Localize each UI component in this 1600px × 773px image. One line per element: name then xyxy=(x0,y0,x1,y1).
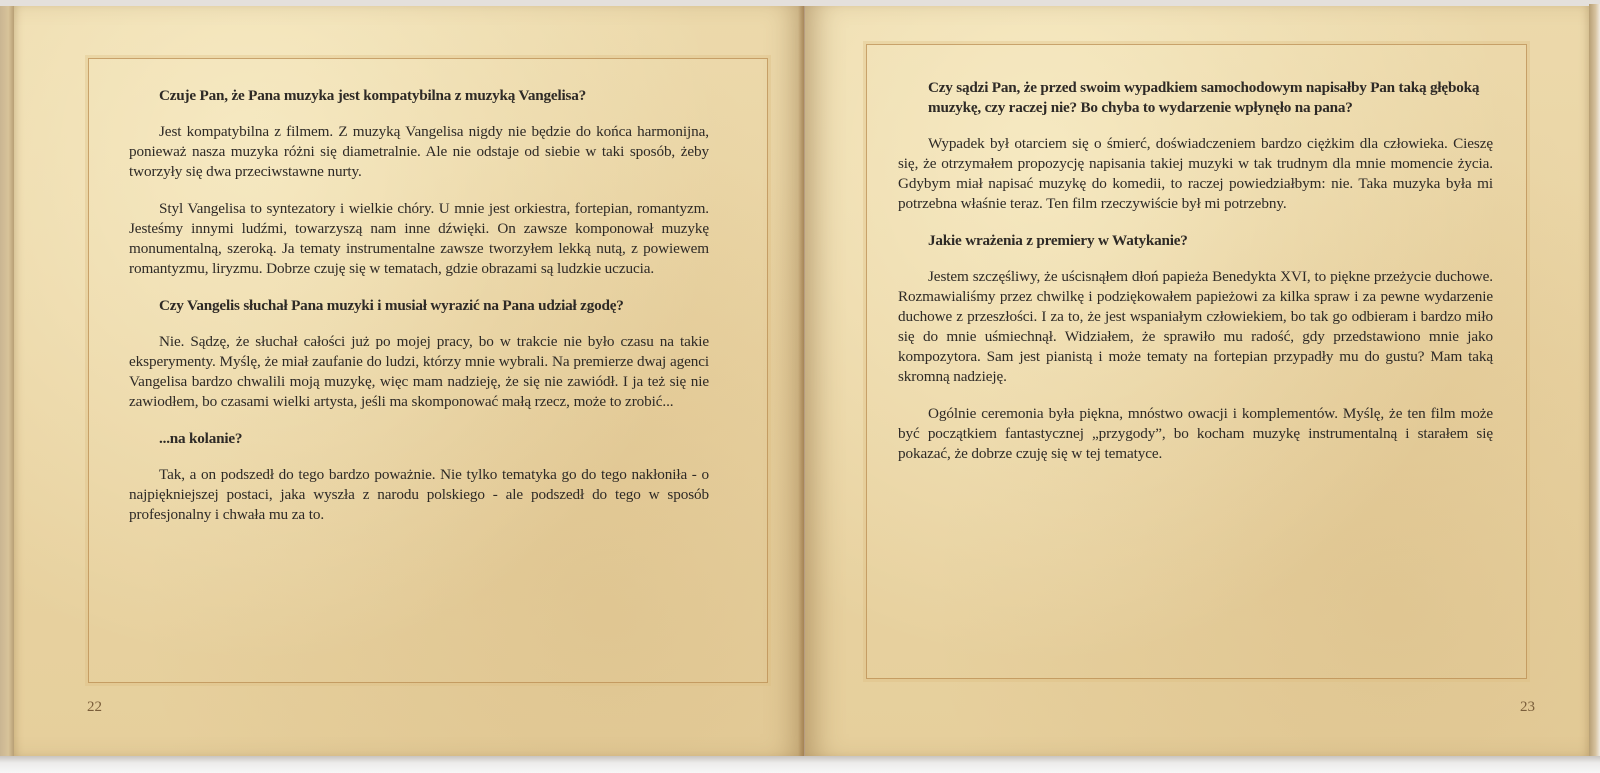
answer-paragraph: Jest kompatybilna z filmem. Z muzyką Vangelisa nigdy nie będzie do końca harmonijna, ponieważ nasza muzyka różni się diametralnie. Ale nie odstaje od siebie w taki sposób, żeby tworzyły się dwa przeciwstawne nurty. xyxy=(129,123,709,180)
question: Czy Vangelis słuchał Pana muzyki i musiał wyrazić na Pana udział zgodę? xyxy=(159,297,624,314)
question: Jakie wrażenia z premiery w Watykanie? xyxy=(928,232,1188,249)
page-number-right: 23 xyxy=(1520,699,1535,715)
answer-paragraph: Wypadek był otarciem się o śmierć, doświadczeniem bardzo ciężkim dla człowieka. Cieszę się, że otrzymałem propozycję napisania takiej muzyki w tak trudnym dla mnie momencie życia. Gdybym miał napisać muzykę do komedii, to raczej powiedziałbym: nie. Taka muzyka była mi potrzebna właśnie teraz. Ten film rzeczywiście był mi potrzebny. xyxy=(898,135,1493,212)
question: Czy sądzi Pan, że przed swoim wypadkiem samochodowym napisałby Pan taką głęboką muzykę, czy raczej nie? Bo chyba to wydarzenie wpłynęło na pana? xyxy=(928,79,1480,116)
left-page xyxy=(14,6,804,756)
right-page-edge xyxy=(1589,4,1600,756)
right-page-text xyxy=(898,78,1493,481)
question: Czuje Pan, że Pana muzyka jest kompatybilna z muzyką Vangelisa? xyxy=(159,87,587,104)
answer-paragraph: Jestem szczęśliwy, że uścisnąłem dłoń papieża Benedykta XVI, to piękne przeżycie duchowe. Rozmawialiśmy przez chwilkę i podziękowałem papieżowi za kilka spraw i za pewne wydarzenie duchowe z przeszłości. I za to, że jest wspaniałym człowiekiem, bo tak go odbieram i bardzo miło się do mnie uśmiechnął. Widziałem, że sprawiło mu radość, gdy przedstawiono mnie jako kompozytora. Sam jest pianistą i może tematy na fortepian przypadły mu do gustu? Mam taką skromną nadzieję. xyxy=(898,268,1493,385)
answer-paragraph: Tak, a on podszedł do tego bardzo poważnie. Nie tylko tematyka go do tego nakłoniła - o najpiękniejszej postaci, jaka wyszła z narodu polskiego - ale podszedł do tego w sposób profesjonalny i chwała mu za to. xyxy=(129,466,709,523)
page-number-left: 22 xyxy=(87,699,102,715)
question: ...na kolanie? xyxy=(159,430,243,447)
left-page-edge xyxy=(0,6,14,756)
left-page-text xyxy=(129,86,709,542)
right-page xyxy=(805,6,1589,756)
answer-paragraph: Nie. Sądzę, że słuchał całości już po mojej pracy, bo w trakcie nie było czasu na takie eksperymenty. Myślę, że miał zaufanie do ludzi, którzy mnie wybrali. Na premierze dwaj agenci Vangelisa bardzo chwalili moją muzykę, więc mam nadzieję, że się nie zawiódł. I ja też się nie zawiodłem, bo czasami wielki artysta, jeśli ma skomponować małą rzecz, może to zrobić... xyxy=(129,333,709,410)
answer-paragraph: Ogólnie ceremonia była piękna, mnóstwo owacji i komplementów. Myślę, że ten film może być początkiem fantastycznej „przygody”, bo kocham muzykę instrumentalną i starałem się pokazać, że dobrze czuję się w tej tematyce. xyxy=(898,405,1493,462)
answer-paragraph: Styl Vangelisa to syntezatory i wielkie chóry. U mnie jest orkiestra, fortepian, romantyzm. Jesteśmy innymi ludźmi, towarzyszą nam inne dźwięki. On zawsze komponował muzykę monumentalną, szeroką. Ja tematy instrumentalne zawsze tworzyłem lekką nutą, z powiewem romantyzmu, liryzmu. Dobrze czuję się w tematach, gdzie obrazami są ludzkie uczucia. xyxy=(129,200,709,277)
scanner-bottom-strip xyxy=(0,756,1600,773)
